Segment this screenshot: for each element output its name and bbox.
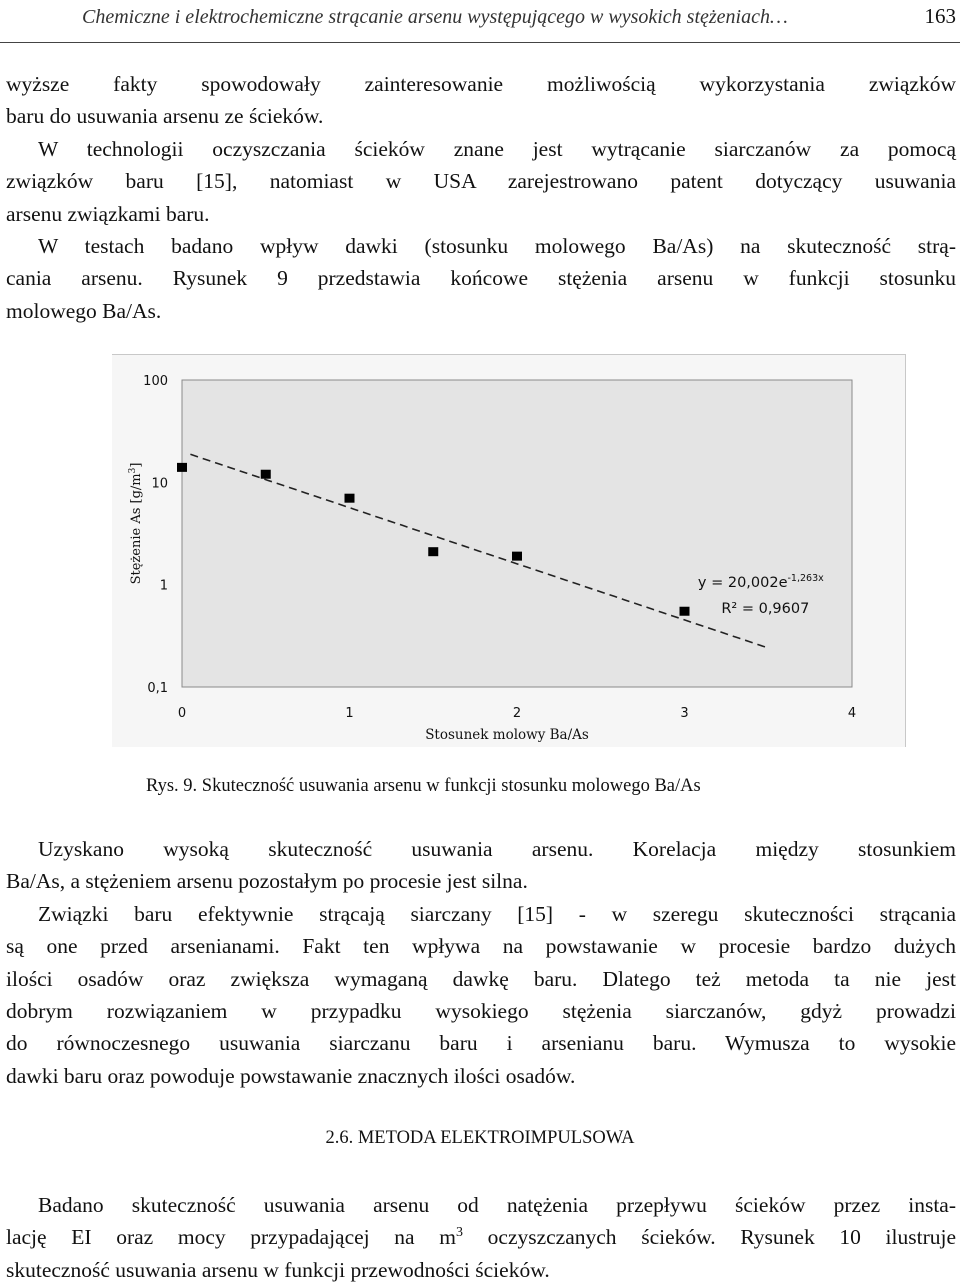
text-line: wyższe fakty spowodowały zainteresowanie możliwością wykorzystania związków <box>6 72 956 96</box>
running-title: Chemiczne i elektrochemiczne strącanie arsenu występującego w wysokich stężeniach… <box>82 6 788 28</box>
x-axis-title: Stosunek molowy Ba/As <box>425 727 589 743</box>
discussion-paragraphs <box>6 833 956 1092</box>
plot-area <box>182 380 852 687</box>
y-axis-title: Stężenie As $[g/m^3]$ <box>128 462 144 585</box>
text-line: dawki baru oraz powoduje powstawanie znacznych ilości osadów. <box>6 1063 576 1088</box>
x-tick-label: 4 <box>847 706 857 721</box>
y-tick-label: 10 <box>151 476 168 492</box>
text-line: dobrym rozwiązaniem w przypadku wysokiego stężenia siarczanów, gdyż prowadzi <box>6 999 956 1024</box>
x-tick-label: 1 <box>345 706 354 721</box>
data-point <box>680 607 690 616</box>
data-point <box>428 547 438 556</box>
data-point <box>177 463 187 472</box>
x-tick-label: 0 <box>177 706 187 721</box>
x-tick-label: 3 <box>680 706 689 721</box>
closing-paragraph <box>6 1189 956 1286</box>
text-line: lację EI oraz mocy przypadającej na $m^3$ oczyszczanych ścieków. Rysunek 10 ilustruje <box>6 1225 956 1250</box>
intro-paragraphs <box>6 68 956 327</box>
text-line: związków baru [15], natomiast w USA zarejestrowano patent dotyczący usuwania <box>6 169 956 194</box>
figure-caption: Rys. 9. Skuteczność usuwania arsenu w funkcji stosunku molowego Ba/As <box>146 776 701 796</box>
header-divider <box>0 42 960 43</box>
text-line: ilości osadów oraz zwiększa wymaganą dawkę baru. Dlatego też metoda ta nie jest <box>6 966 956 991</box>
text-line: W technologii oczyszczania ścieków znane jest wytrącanie siarczanów za pomocą <box>38 136 956 161</box>
section-heading: 2.6. METODA ELEKTROIMPULSOWA <box>325 1128 635 1148</box>
y-tick-label: 0,1 <box>147 681 168 696</box>
data-point <box>261 470 271 479</box>
data-point <box>345 494 355 503</box>
text-line: Uzyskano wysoką skuteczność usuwania arsenu. Korelacja między stosunkiem <box>38 837 956 861</box>
y-tick-label: 1 <box>159 578 168 594</box>
r-squared-label: R² = 0,9607 <box>721 601 810 618</box>
text-line: skuteczność usuwania arsenu w funkcji przewodności ścieków. <box>6 1257 550 1282</box>
x-tick-label: 2 <box>512 706 522 721</box>
text-line: Ba/As, a stężeniem arsenu pozostałym po procesie jest silna. <box>6 869 528 894</box>
text-line: molowego Ba/As. <box>6 298 162 323</box>
text-line: baru do usuwania arsenu ze ścieków. <box>6 104 324 129</box>
text-line: Badano skuteczność usuwania arsenu od natężenia przepływu ścieków przez insta- <box>38 1193 956 1217</box>
text-line: Związki baru efektywnie strącają siarczany [15] - w szeregu skuteczności strącania <box>38 901 956 926</box>
scatter-chart <box>112 354 906 747</box>
running-header <box>0 4 960 34</box>
text-line: W testach badano wpływ dawki (stosunku molowego Ba/As) na skuteczność strą- <box>38 234 956 259</box>
trend-equation: $y = 20,002e^{-1,263x}$ <box>697 572 824 591</box>
data-point <box>512 552 522 561</box>
text-line: do równoczesnego usuwania siarczanu baru i arsenianu baru. Wymusza to wysokie <box>6 1031 956 1056</box>
figure-chart <box>112 354 906 747</box>
page-number: 163 <box>924 4 956 28</box>
y-tick-label: 100 <box>143 374 168 389</box>
text-line: cania arsenu. Rysunek 9 przedstawia końcowe stężenia arsenu w funkcji stosunku <box>6 266 956 291</box>
text-line: są one przed arsenianami. Fakt ten wpływa na powstawanie w procesie bardzo dużych <box>6 934 956 959</box>
text-line: arsenu związkami baru. <box>6 201 210 226</box>
